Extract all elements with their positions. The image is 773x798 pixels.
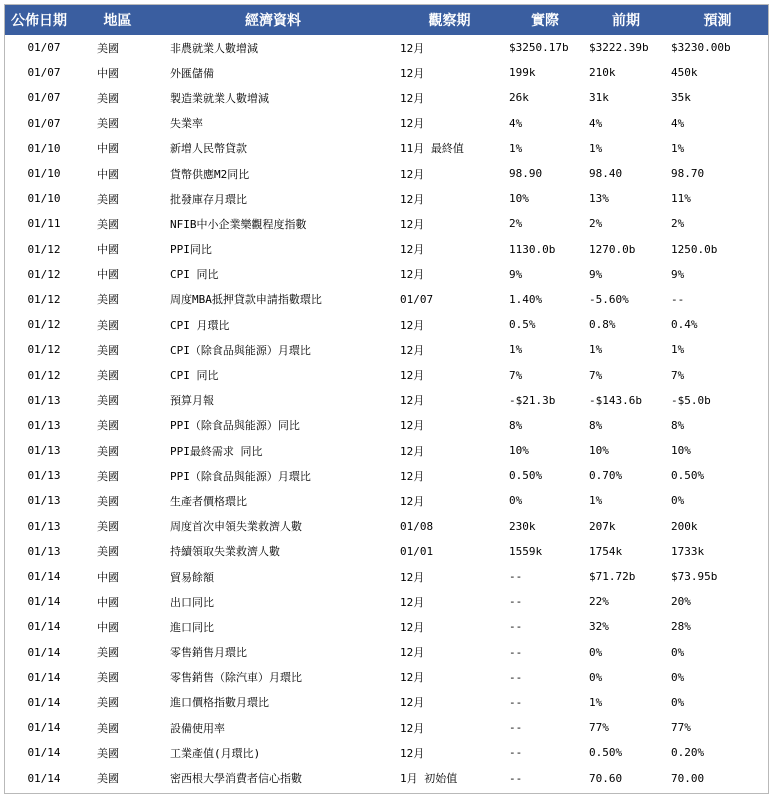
actual-value-cell: -- <box>509 595 523 609</box>
table-row <box>5 640 768 665</box>
region-cell: 美國 <box>97 469 119 483</box>
observation-period-cell: 12月 <box>400 217 425 231</box>
previous-value-cell: 207k <box>589 519 616 533</box>
table-row <box>5 765 768 790</box>
release-date-cell: 01/12 <box>27 292 61 306</box>
previous-value-cell: -5.60% <box>589 292 629 306</box>
release-date-cell: 01/12 <box>27 343 61 357</box>
header-region: 地區 <box>103 13 132 29</box>
table-row <box>5 488 768 513</box>
previous-value-cell: 1754k <box>589 544 623 558</box>
release-date-cell: 01/14 <box>27 645 61 659</box>
observation-period-cell: 12月 <box>400 318 425 332</box>
economic-data-cell: 非農就業人數增減 <box>170 41 258 55</box>
observation-period-cell: 12月 <box>400 419 425 433</box>
previous-value-cell: 0% <box>589 670 603 684</box>
observation-period-cell: 12月 <box>400 167 425 181</box>
region-cell: 中國 <box>97 167 119 181</box>
release-date-cell: 01/12 <box>27 318 61 332</box>
observation-period-cell: 12月 <box>400 444 425 458</box>
release-date-cell: 01/10 <box>27 167 61 181</box>
forecast-value-cell: 1% <box>671 343 685 357</box>
observation-period-cell: 12月 <box>400 91 425 105</box>
region-cell: 中國 <box>97 620 119 634</box>
forecast-value-cell: 28% <box>671 620 691 634</box>
table-row <box>5 362 768 387</box>
table-row <box>5 237 768 262</box>
table-row <box>5 35 768 60</box>
previous-value-cell: 1% <box>589 141 603 155</box>
actual-value-cell: 1% <box>509 141 523 155</box>
region-cell: 美國 <box>97 217 119 231</box>
actual-value-cell: 4% <box>509 116 523 130</box>
forecast-value-cell: 0% <box>671 645 685 659</box>
header-forecast: 預測 <box>703 13 732 29</box>
forecast-value-cell: $73.95b <box>671 570 718 584</box>
economic-data-cell: CPI 月環比 <box>170 318 230 332</box>
actual-value-cell: -- <box>509 620 523 634</box>
forecast-value-cell: 1250.0b <box>671 242 718 256</box>
release-date-cell: 01/13 <box>27 393 61 407</box>
previous-value-cell: 13% <box>589 192 609 206</box>
table-row <box>5 438 768 463</box>
header-release-date: 公佈日期 <box>11 13 67 29</box>
release-date-cell: 01/14 <box>27 746 61 760</box>
economic-data-cell: CPI（除食品與能源）月環比 <box>170 343 311 357</box>
observation-period-cell: 12月 <box>400 343 425 357</box>
previous-value-cell: 2% <box>589 217 603 231</box>
region-cell: 中國 <box>97 142 119 156</box>
economic-data-cell: 製造業就業人數增減 <box>170 91 269 105</box>
release-date-cell: 01/14 <box>27 670 61 684</box>
region-cell: 美國 <box>97 117 119 131</box>
forecast-value-cell: 0.20% <box>671 746 705 760</box>
header-observation-period: 觀察期 <box>428 13 471 29</box>
forecast-value-cell: 0.50% <box>671 469 705 483</box>
economic-data-cell: 零售銷售月環比 <box>170 646 247 660</box>
actual-value-cell: 1.40% <box>509 292 543 306</box>
region-cell: 美國 <box>97 369 119 383</box>
release-date-cell: 01/14 <box>27 721 61 735</box>
actual-value-cell: 1559k <box>509 544 543 558</box>
previous-value-cell: 98.40 <box>589 167 623 181</box>
forecast-value-cell: 70.00 <box>671 771 705 785</box>
economic-data-cell: PPI（除食品與能源）月環比 <box>170 469 311 483</box>
economic-data-cell: 貨幣供應M2同比 <box>170 167 250 181</box>
region-cell: 美國 <box>97 494 119 508</box>
release-date-cell: 01/12 <box>27 242 61 256</box>
previous-value-cell: 1% <box>589 343 603 357</box>
actual-value-cell: -- <box>509 570 523 584</box>
forecast-value-cell: 35k <box>671 91 691 105</box>
actual-value-cell: 0.5% <box>509 318 536 332</box>
forecast-value-cell: $3230.00b <box>671 41 731 55</box>
previous-value-cell: 1% <box>589 494 603 508</box>
economic-data-cell: 零售銷售（除汽車）月環比 <box>170 671 302 685</box>
previous-value-cell: 210k <box>589 66 616 80</box>
release-date-cell: 01/13 <box>27 519 61 533</box>
header-actual: 實際 <box>531 13 559 29</box>
region-cell: 美國 <box>97 696 119 710</box>
table-row <box>5 665 768 690</box>
region-cell: 美國 <box>97 419 119 433</box>
previous-value-cell: 0.8% <box>589 318 616 332</box>
previous-value-cell: 10% <box>589 444 609 458</box>
release-date-cell: 01/14 <box>27 595 61 609</box>
observation-period-cell: 12月 <box>400 646 425 660</box>
previous-value-cell: 1% <box>589 695 603 709</box>
table-row <box>5 715 768 740</box>
forecast-value-cell: 0.4% <box>671 318 698 332</box>
table-row <box>5 161 768 186</box>
forecast-value-cell: 2% <box>671 217 685 231</box>
actual-value-cell: -- <box>509 721 523 735</box>
table-row <box>5 186 768 211</box>
economic-data-cell: 出口同比 <box>170 595 214 609</box>
table-row <box>5 287 768 312</box>
economic-data-cell: PPI（除食品與能源）同比 <box>170 419 300 433</box>
economic-data-cell: 密西根大學消費者信心指數 <box>170 772 302 786</box>
actual-value-cell: -- <box>509 670 523 684</box>
actual-value-cell: 230k <box>509 519 536 533</box>
release-date-cell: 01/07 <box>27 41 61 55</box>
actual-value-cell: 98.90 <box>509 167 543 181</box>
forecast-value-cell: 10% <box>671 444 691 458</box>
actual-value-cell: -- <box>509 695 523 709</box>
observation-period-cell: 12月 <box>400 746 425 760</box>
observation-period-cell: 12月 <box>400 192 425 206</box>
observation-period-cell: 01/01 <box>400 544 434 558</box>
observation-period-cell: 12月 <box>400 570 425 584</box>
economic-data-cell: 持續領取失業救濟人數 <box>170 545 280 559</box>
region-cell: 美國 <box>97 646 119 660</box>
table-row <box>5 312 768 337</box>
previous-value-cell: 1270.0b <box>589 242 636 256</box>
forecast-value-cell: 1733k <box>671 544 705 558</box>
release-date-cell: 01/13 <box>27 418 61 432</box>
previous-value-cell: 0.50% <box>589 746 623 760</box>
actual-value-cell: -- <box>509 645 523 659</box>
previous-value-cell: -$143.6b <box>589 393 642 407</box>
economic-data-cell: PPI同比 <box>170 243 212 257</box>
region-cell: 美國 <box>97 293 119 307</box>
previous-value-cell: 4% <box>589 116 603 130</box>
previous-value-cell: 9% <box>589 267 603 281</box>
forecast-value-cell: 0% <box>671 670 685 684</box>
economic-data-cell: NFIB中小企業樂觀程度指數 <box>170 217 307 231</box>
actual-value-cell: 1% <box>509 343 523 357</box>
observation-period-cell: 1月 初始值 <box>400 772 458 786</box>
economic-data-cell: 進口價格指數月環比 <box>170 696 269 710</box>
region-cell: 美國 <box>97 545 119 559</box>
forecast-value-cell: 77% <box>671 721 691 735</box>
economic-calendar-panel <box>4 4 769 794</box>
forecast-value-cell: 1% <box>671 141 685 155</box>
region-cell: 美國 <box>97 343 119 357</box>
release-date-cell: 01/14 <box>27 620 61 634</box>
observation-period-cell: 12月 <box>400 494 425 508</box>
table-row <box>5 614 768 639</box>
release-date-cell: 01/13 <box>27 494 61 508</box>
economic-data-cell: 預算月報 <box>170 394 214 408</box>
region-cell: 美國 <box>97 746 119 760</box>
previous-value-cell: 0% <box>589 645 603 659</box>
release-date-cell: 01/12 <box>27 267 61 281</box>
forecast-value-cell: 98.70 <box>671 167 705 181</box>
region-cell: 美國 <box>97 520 119 534</box>
release-date-cell: 01/13 <box>27 469 61 483</box>
release-date-cell: 01/13 <box>27 444 61 458</box>
observation-period-cell: 12月 <box>400 469 425 483</box>
release-date-cell: 01/07 <box>27 116 61 130</box>
economic-data-cell: CPI 同比 <box>170 268 219 282</box>
observation-period-cell: 12月 <box>400 671 425 685</box>
observation-period-cell: 12月 <box>400 721 425 735</box>
header-economic-data: 經濟資料 <box>245 13 301 29</box>
economic-data-cell: 失業率 <box>170 117 203 131</box>
forecast-value-cell: 0% <box>671 695 685 709</box>
table-row <box>5 111 768 136</box>
actual-value-cell: -- <box>509 771 523 785</box>
forecast-value-cell: 9% <box>671 267 685 281</box>
economic-data-cell: 周度MBA抵押貸款申請指數環比 <box>170 293 322 307</box>
header-previous: 前期 <box>612 13 640 29</box>
region-cell: 美國 <box>97 91 119 105</box>
observation-period-cell: 12月 <box>400 620 425 634</box>
release-date-cell: 01/13 <box>27 544 61 558</box>
table-row <box>5 514 768 539</box>
release-date-cell: 01/07 <box>27 91 61 105</box>
region-cell: 中國 <box>97 595 119 609</box>
actual-value-cell: $3250.17b <box>509 41 569 55</box>
release-date-cell: 01/10 <box>27 192 61 206</box>
actual-value-cell: -$21.3b <box>509 393 556 407</box>
previous-value-cell: 70.60 <box>589 771 623 785</box>
region-cell: 美國 <box>97 318 119 332</box>
previous-value-cell: 31k <box>589 91 609 105</box>
economic-data-cell: 新增人民幣貸款 <box>170 142 247 156</box>
actual-value-cell: 9% <box>509 267 523 281</box>
previous-value-cell: 77% <box>589 721 609 735</box>
forecast-value-cell: 200k <box>671 519 698 533</box>
table-row <box>5 589 768 614</box>
table-row <box>5 85 768 110</box>
economic-data-cell: 工業產值(月環比) <box>170 746 261 760</box>
actual-value-cell: -- <box>509 746 523 760</box>
actual-value-cell: 2% <box>509 217 523 231</box>
previous-value-cell: 32% <box>589 620 609 634</box>
actual-value-cell: 0.50% <box>509 469 543 483</box>
forecast-value-cell: 7% <box>671 368 685 382</box>
actual-value-cell: 1130.0b <box>509 242 556 256</box>
table-row <box>5 463 768 488</box>
observation-period-cell: 12月 <box>400 268 425 282</box>
observation-period-cell: 12月 <box>400 41 425 55</box>
previous-value-cell: 22% <box>589 595 609 609</box>
observation-period-cell: 12月 <box>400 117 425 131</box>
forecast-value-cell: 450k <box>671 66 698 80</box>
region-cell: 中國 <box>97 268 119 282</box>
region-cell: 中國 <box>97 243 119 257</box>
table-row <box>5 60 768 85</box>
observation-period-cell: 01/08 <box>400 519 434 533</box>
table-header-row <box>5 5 768 35</box>
region-cell: 美國 <box>97 394 119 408</box>
actual-value-cell: 26k <box>509 91 529 105</box>
table-row <box>5 211 768 236</box>
economic-data-cell: 進口同比 <box>170 620 214 634</box>
table-row <box>5 690 768 715</box>
table-row <box>5 740 768 765</box>
forecast-value-cell: 11% <box>671 192 691 206</box>
economic-data-cell: CPI 同比 <box>170 369 219 383</box>
release-date-cell: 01/12 <box>27 368 61 382</box>
actual-value-cell: 10% <box>509 444 529 458</box>
observation-period-cell: 11月 最終值 <box>400 142 464 156</box>
economic-data-cell: 周度首次申領失業救濟人數 <box>170 520 302 534</box>
forecast-value-cell: 4% <box>671 116 685 130</box>
region-cell: 美國 <box>97 671 119 685</box>
table-row <box>5 136 768 161</box>
region-cell: 美國 <box>97 192 119 206</box>
economic-data-cell: 批發庫存月環比 <box>170 192 247 206</box>
economic-data-cell: 生產者價格環比 <box>170 494 247 508</box>
table-row <box>5 564 768 589</box>
table-row <box>5 388 768 413</box>
region-cell: 美國 <box>97 772 119 786</box>
actual-value-cell: 199k <box>509 66 536 80</box>
release-date-cell: 01/14 <box>27 570 61 584</box>
table-row <box>5 413 768 438</box>
release-date-cell: 01/11 <box>27 217 61 231</box>
actual-value-cell: 10% <box>509 192 529 206</box>
previous-value-cell: 8% <box>589 418 603 432</box>
table-row <box>5 539 768 564</box>
release-date-cell: 01/14 <box>27 695 61 709</box>
economic-data-table <box>5 5 768 791</box>
forecast-value-cell: 20% <box>671 595 691 609</box>
previous-value-cell: 7% <box>589 368 603 382</box>
actual-value-cell: 8% <box>509 418 523 432</box>
actual-value-cell: 0% <box>509 494 523 508</box>
region-cell: 中國 <box>97 570 119 584</box>
observation-period-cell: 12月 <box>400 394 425 408</box>
forecast-value-cell: 0% <box>671 494 685 508</box>
forecast-value-cell: -- <box>671 292 685 306</box>
previous-value-cell: $3222.39b <box>589 41 649 55</box>
forecast-value-cell: -$5.0b <box>671 393 711 407</box>
economic-data-cell: 外匯儲備 <box>170 66 214 80</box>
observation-period-cell: 12月 <box>400 243 425 257</box>
region-cell: 美國 <box>97 721 119 735</box>
economic-data-cell: PPI最終需求 同比 <box>170 444 263 458</box>
region-cell: 中國 <box>97 66 119 80</box>
previous-value-cell: $71.72b <box>589 570 636 584</box>
economic-data-cell: 設備使用率 <box>170 721 225 735</box>
forecast-value-cell: 8% <box>671 418 685 432</box>
previous-value-cell: 0.70% <box>589 469 623 483</box>
table-row <box>5 262 768 287</box>
observation-period-cell: 01/07 <box>400 292 434 306</box>
region-cell: 美國 <box>97 41 119 55</box>
table-body <box>5 35 768 791</box>
economic-data-cell: 貿易餘額 <box>170 570 214 584</box>
release-date-cell: 01/10 <box>27 141 61 155</box>
observation-period-cell: 12月 <box>400 696 425 710</box>
observation-period-cell: 12月 <box>400 595 425 609</box>
observation-period-cell: 12月 <box>400 66 425 80</box>
region-cell: 美國 <box>97 444 119 458</box>
observation-period-cell: 12月 <box>400 369 425 383</box>
release-date-cell: 01/07 <box>27 66 61 80</box>
table-row <box>5 337 768 362</box>
actual-value-cell: 7% <box>509 368 523 382</box>
release-date-cell: 01/14 <box>27 771 61 785</box>
